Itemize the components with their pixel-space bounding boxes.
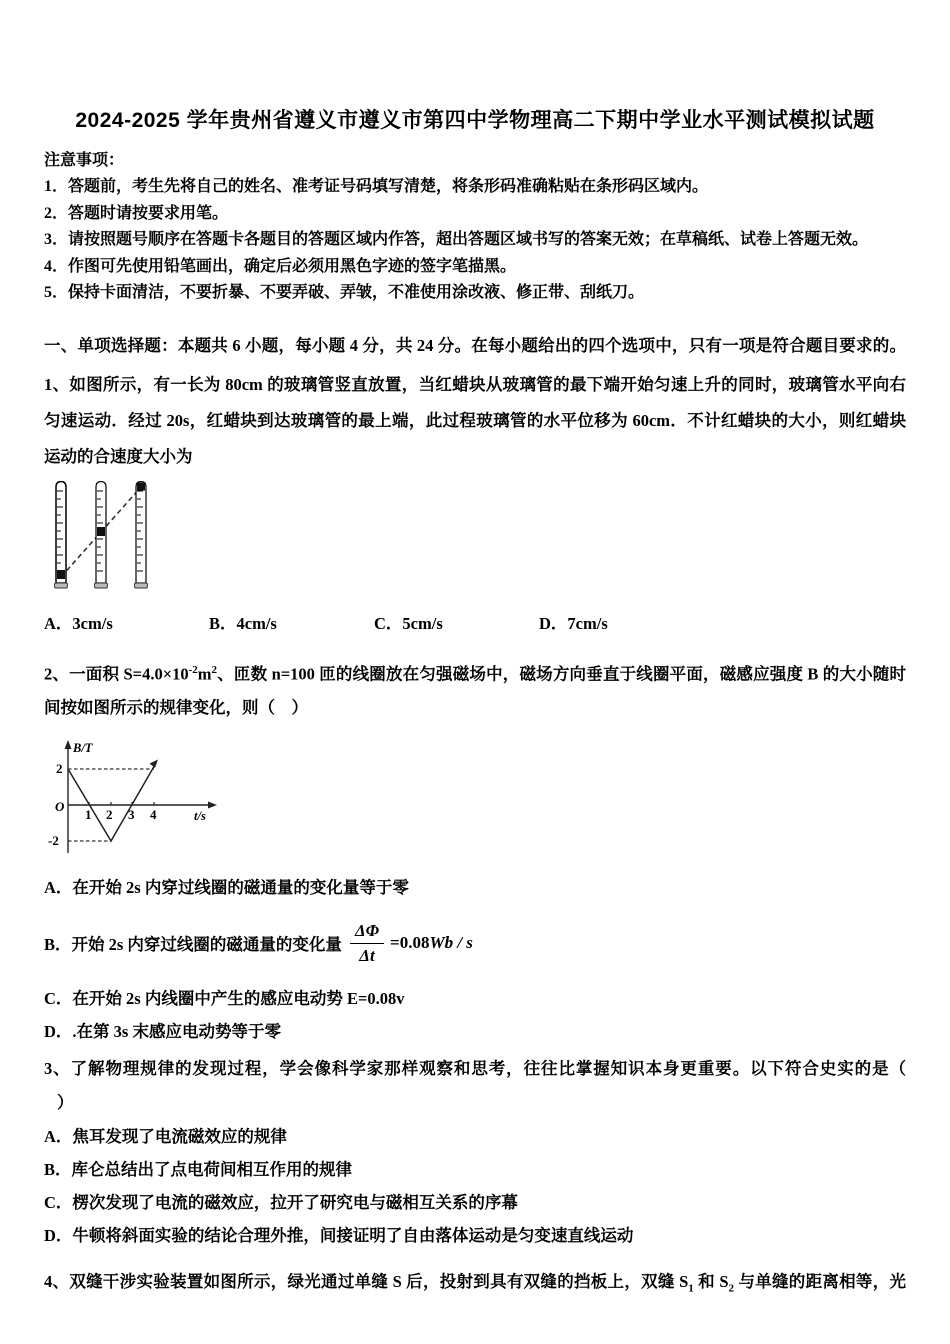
q2-option-b-unit: Wb / s: [429, 933, 473, 952]
q4-stem-seg-2: 和 S: [693, 1272, 729, 1291]
delta-phi-over-delta-t-fraction: [350, 921, 384, 966]
b-vs-t-line: [68, 763, 156, 841]
q2-option-b: [44, 914, 906, 972]
q2-bt-graph: [44, 739, 254, 861]
wax-block-top: [137, 482, 145, 490]
y-max-label: 2: [56, 761, 63, 776]
q1-stem-line-2: 匀速运动．经过 20s，红蜡块到达玻璃管的最上端，此过程玻璃管的水平位移为 60cm．不计红蜡块的大小，则红蜡块: [44, 410, 906, 430]
q3-stem-line-2: ）: [57, 1093, 74, 1112]
q4-s1-subscript: 1: [688, 1282, 694, 1295]
q3-option-d: D．牛顿将斜面实验的结论合理外推，间接证明了自由落体运动是匀变速直线运动: [44, 1226, 634, 1245]
notice-heading: 注意事项：: [44, 152, 125, 169]
q3-option-a: A．焦耳发现了电流磁效应的规律: [44, 1127, 287, 1146]
y-axis-label: B/T: [73, 741, 93, 755]
x-tick-1: 1: [85, 807, 92, 822]
q2-exponent: -2: [188, 663, 198, 676]
q3-option-b: B．库仑总结出了点电荷间相互作用的规律: [44, 1160, 353, 1179]
q2-option-b-equals: =0.08: [390, 933, 430, 952]
q1-option-c: C．5cm/s: [374, 613, 443, 633]
q4-s2-subscript: 2: [728, 1282, 735, 1295]
y-axis-arrow: [65, 740, 72, 749]
b-line-arrow: [150, 760, 159, 769]
notice-item-5: 5．保持卡面清洁，不要折暴、不要弄破、弄皱，不准使用涂改液、修正带、刮纸刀。: [44, 284, 645, 301]
notice-item-4: 4．作图可先使用铅笔画出，确定后必须用黑色字迹的签字笔描黑。: [44, 257, 517, 275]
section-1-heading: 一、单项选择题：本题共 6 小题，每小题 4 分，共 24 分。在每小题给出的四个选项中，只有一项是符合题目要求的。: [44, 335, 906, 355]
q3-option-c: C．楞次发现了电流的磁效应，拉开了研究电与磁相互关系的序幕: [44, 1193, 518, 1212]
q2-stem-line-1: [44, 653, 906, 692]
question-1: [44, 367, 906, 639]
q1-option-b: B．4cm/s: [209, 613, 277, 633]
x-tick-4: 4: [150, 807, 157, 822]
glass-tube-middle: [95, 481, 108, 588]
q1-glass-tubes-figure: [48, 481, 208, 593]
glass-tube-left: [55, 481, 68, 588]
x-axis-arrow: [208, 802, 217, 809]
q2-option-d: D．.在第 3s 末感应电动势等于零: [44, 1022, 281, 1041]
q3-stem-line-1: 3、了解物理规律的发现过程，学会像科学家那样观察和思考，往往比掌握知识本身更重要。以下符合史实的是（: [44, 1059, 906, 1078]
q4-stem-seg-3: 与单缝的距离相等，光: [734, 1272, 906, 1291]
q1-stem-line-1: 1、如图所示，有一长为 80cm 的玻璃管竖直放置，当红蜡块从玻璃管的最下端开始匀速上升的同时，玻璃管水平向右: [44, 374, 906, 394]
fraction-numerator: ΔΦ: [350, 921, 384, 944]
x-tick-2: 2: [106, 807, 113, 822]
q2-stem-seg-1: 2、一面积 S=4.0×10: [44, 664, 189, 683]
q2-option-b-text: B．开始 2s 内穿过线圈的磁通量的变化量: [44, 935, 342, 954]
q2-stem-seg-3: 、匝数 n=100 匝的线圈放在匀强磁场中，磁场方向垂直于线圈平面，磁感应强度 B 的大小随时: [217, 664, 906, 683]
x-axis-label: t/s: [194, 809, 206, 823]
page-title: 2024-2025 学年贵州省遵义市遵义市第四中学物理高二下期中学业水平测试模拟试题: [75, 109, 875, 132]
question-3: [44, 1052, 906, 1252]
q1-stem-line-3: 运动的合速度大小为: [44, 446, 193, 466]
fraction-denominator: Δt: [359, 945, 375, 965]
wax-block-middle: [97, 527, 105, 536]
q2-stem-line-2: 间按如图所示的规律变化，则（ ）: [44, 698, 308, 717]
q1-options: [44, 609, 906, 639]
wax-block-bottom: [57, 570, 65, 579]
q4-stem-line-1: [44, 1264, 906, 1306]
question-2: [44, 653, 906, 1049]
notice-item-2: 2．答题时请按要求用笔。: [44, 204, 229, 222]
origin-label: O: [55, 799, 65, 814]
y-min-label: -2: [48, 833, 59, 848]
x-tick-3: 3: [128, 807, 135, 822]
q2-m-squared-exponent: 2: [211, 663, 218, 676]
q4-stem-seg-1: 4、双缝干涉实验装置如图所示，绿光通过单缝 S 后，投射到具有双缝的挡板上，双缝 S: [44, 1272, 689, 1291]
q2-stem-seg-2: m: [197, 664, 212, 683]
notice-item-3: 3．请按照题号顺序在答题卡各题目的答题区域内作答，超出答题区域书写的答案无效；在草稿纸、试卷上答题无效。: [44, 231, 869, 248]
glass-tube-right: [135, 481, 148, 588]
notice-item-1: 1．答题前，考生先将自己的姓名、准考证号码填写清楚，将条形码准确粘贴在条形码区域内。: [44, 178, 709, 195]
q2-option-c: C．在开始 2s 内线圈中产生的感应电动势 E=0.08v: [44, 989, 405, 1008]
q1-option-d: D．7cm/s: [539, 613, 608, 633]
q2-option-a: A．在开始 2s 内穿过线圈的磁通量的变化量等于零: [44, 878, 409, 897]
q1-option-a: A．3cm/s: [44, 613, 113, 633]
notice-section: [44, 148, 906, 307]
